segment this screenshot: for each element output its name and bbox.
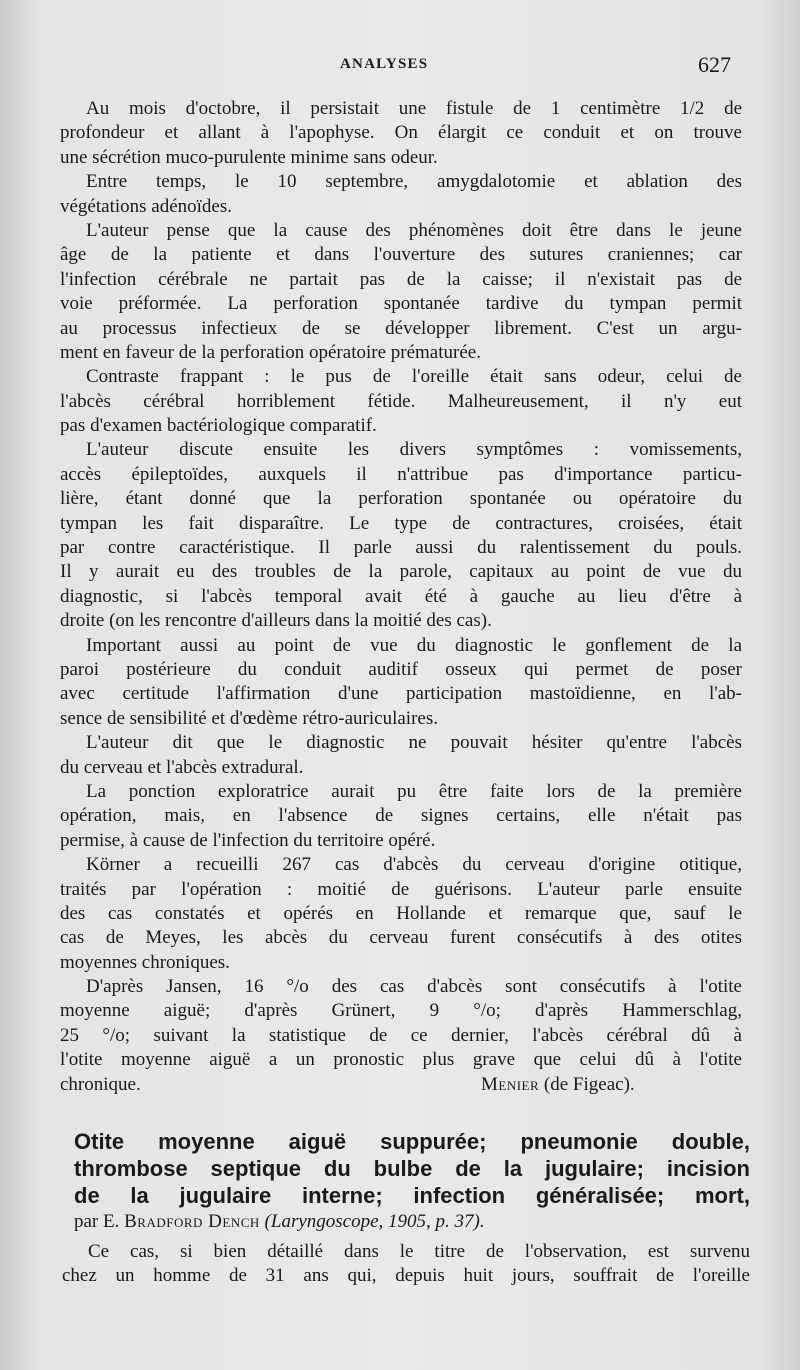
text-line: des cas constatés et opérés en Hollande et remarque que, sauf le bbox=[60, 902, 742, 924]
reviewer-place: (de Figeac). bbox=[539, 1073, 635, 1095]
text-line: 25 °/o; suivant la statistique de ce dernier, l'abcès cérébral dû à bbox=[60, 1024, 742, 1046]
text-line: diagnostic, si l'abcès temporal avait été à gauche au lieu d'être à bbox=[60, 585, 742, 607]
text-line: droite (on les rencontre d'ailleurs dans la moitié des cas). bbox=[60, 610, 492, 632]
text-line: au processus infectieux de se développer librement. C'est un argu- bbox=[60, 317, 742, 339]
text-line: l'otite moyenne aiguë a un pronostic plus grave que celui dû à l'otite bbox=[60, 1049, 742, 1071]
article-title-line: Otite moyenne aiguë suppurée; pneumonie double, bbox=[74, 1129, 750, 1154]
running-header bbox=[0, 52, 800, 82]
article-title-line: thrombose septique du bulbe de la jugulaire; incision bbox=[74, 1156, 750, 1181]
text-line: moyenne aiguë; d'après Grünert, 9 °/o; d'après Hammerschlag, bbox=[60, 1000, 742, 1022]
signature-line bbox=[60, 1073, 742, 1097]
text-line: lière, étant donné que la perforation spontanée ou opératoire du bbox=[60, 488, 742, 510]
text-line: Ce cas, si bien détaillé dans le titre de l'observation, est survenu bbox=[88, 1241, 750, 1262]
page-number: 627 bbox=[698, 52, 731, 77]
text-line: La ponction exploratrice aurait pu être faite lors de la première bbox=[86, 780, 742, 802]
text-line: accès épileptoïdes, auxquels il n'attribue pas d'importance particu- bbox=[60, 463, 742, 485]
text-line: traités par l'opération : moitié de guérisons. L'auteur parle ensuite bbox=[60, 878, 742, 900]
text-line: ment en faveur de la perforation opératoire prématurée. bbox=[60, 341, 481, 363]
text-line: Il y aurait eu des troubles de la parole, capitaux au point de vue du bbox=[60, 561, 742, 583]
text-line: paroi postérieure du conduit auditif osseux qui permet de poser bbox=[60, 658, 742, 680]
text-line: chez un homme de 31 ans qui, depuis huit jours, souffrait de l'oreille bbox=[62, 1265, 750, 1287]
text-line: du cerveau et l'abcès extradural. bbox=[60, 756, 304, 778]
article-title-line: de la jugulaire interne; infection généralisée; mort, bbox=[74, 1183, 750, 1208]
text-line: une sécrétion muco-purulente minime sans odeur. bbox=[60, 146, 438, 168]
text-line: par contre caractéristique. Il parle aussi du ralentissement du pouls. bbox=[60, 537, 742, 559]
text-line: sence de sensibilité et d'œdème rétro-auriculaires. bbox=[60, 707, 438, 729]
text-line: pas d'examen bactériologique comparatif. bbox=[60, 415, 377, 437]
text-line: âge de la patiente et dans l'ouverture des sutures craniennes; car bbox=[60, 244, 742, 266]
article-source: (Laryngoscope, 1905, p. 37). bbox=[259, 1211, 485, 1232]
signature-lead: chronique. bbox=[60, 1073, 141, 1095]
text-line: l'abcès cérébral horriblement fétide. Malheureusement, il n'y eut bbox=[60, 390, 742, 412]
text-line: Important aussi au point de vue du diagnostic le gonflement de la bbox=[86, 634, 742, 656]
running-title: ANALYSES bbox=[340, 56, 429, 72]
text-line: permise, à cause de l'infection du territoire opéré. bbox=[60, 829, 436, 851]
text-line: Contraste frappant : le pus de l'oreille était sans odeur, celui de bbox=[86, 366, 742, 388]
article-body bbox=[62, 1240, 750, 1289]
text-line: opération, mais, en l'absence de signes certains, elle n'était pas bbox=[60, 805, 742, 827]
text-line: Körner a recueilli 267 cas d'abcès du cerveau d'origine otitique, bbox=[86, 854, 742, 876]
text-line: L'auteur dit que le diagnostic ne pouvait hésiter qu'entre l'abcès bbox=[86, 732, 742, 754]
text-line: L'auteur discute ensuite les divers symptômes : vomissements, bbox=[86, 439, 742, 461]
text-line: végétations adénoïdes. bbox=[60, 195, 233, 217]
text-line: tympan les fait disparaître. Le type de contractures, croisées, était bbox=[60, 512, 742, 534]
text-line: cas de Meyes, les abcès du cerveau furent consécutifs à des otites bbox=[60, 927, 742, 949]
text-line: avec certitude l'affirmation d'une participation mastoïdienne, en l'ab- bbox=[60, 683, 742, 705]
body-text bbox=[60, 97, 742, 1097]
text-line: voie préformée. La perforation spontanée tardive du tympan permit bbox=[60, 293, 742, 315]
text-line: l'infection cérébrale ne partait pas de la caisse; il n'existait pas de bbox=[60, 268, 742, 290]
reviewer-name: Menier bbox=[481, 1073, 540, 1095]
byline-prefix: par E. bbox=[74, 1211, 125, 1232]
text-line: profondeur et allant à l'apophyse. On élargit ce conduit et on trouve bbox=[60, 122, 742, 144]
article-heading bbox=[74, 1128, 750, 1235]
text-line: L'auteur pense que la cause des phénomènes doit être dans le jeune bbox=[86, 219, 742, 241]
article-byline bbox=[74, 1209, 750, 1235]
article-author: Bradford Dench bbox=[124, 1211, 260, 1232]
text-line: moyennes chroniques. bbox=[60, 951, 230, 973]
text-line: Au mois d'octobre, il persistait une fistule de 1 centimètre 1/2 de bbox=[86, 98, 742, 119]
text-line: D'après Jansen, 16 °/o des cas d'abcès sont consécutifs à l'otite bbox=[86, 976, 742, 998]
text-line: Entre temps, le 10 septembre, amygdalotomie et ablation des bbox=[86, 171, 742, 193]
reviewer-signature bbox=[481, 1073, 635, 1097]
